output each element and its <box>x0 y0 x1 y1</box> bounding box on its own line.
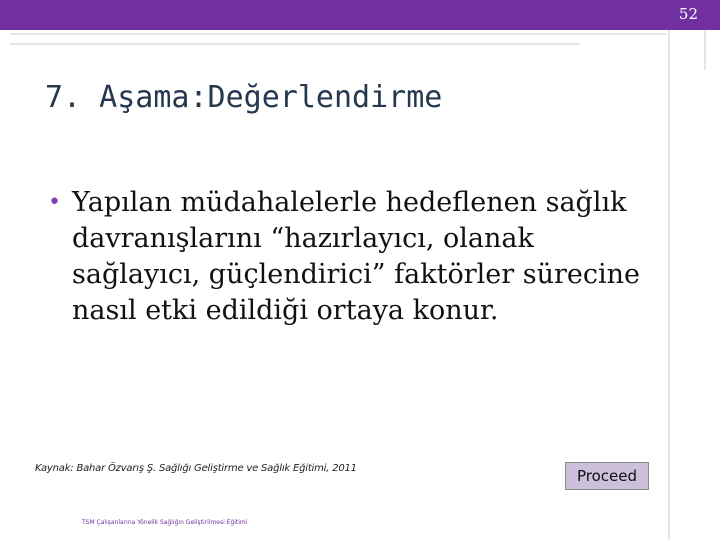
divider-line <box>10 33 666 35</box>
bullet-item: Yapılan müdahalelerle hedeflenen sağlık davranışlarını “hazırlayıcı, olanak sağlayıcı, güçlendirici” faktörler sürecine nasıl etki edildiği ortaya konur. <box>72 187 641 326</box>
vertical-divider <box>668 30 670 540</box>
bullet-list <box>48 185 648 329</box>
divider-line <box>10 43 580 45</box>
bullet-icon: • <box>48 190 61 215</box>
proceed-button[interactable]: Proceed <box>565 462 649 490</box>
footer-text: TSM Çalışanlarına Yönelik Sağlığın Geliştirilmesi Eğitimi <box>82 519 248 526</box>
page-number: 52 <box>678 5 698 23</box>
source-citation: Kaynak: Bahar Özvarış Ş. Sağlığı Geliştirme ve Sağlık Eğitimi, 2011 <box>35 463 357 474</box>
top-bar <box>0 0 720 30</box>
slide-title: 7. Aşama:Değerlendirme <box>45 80 443 115</box>
vertical-divider <box>704 30 706 70</box>
